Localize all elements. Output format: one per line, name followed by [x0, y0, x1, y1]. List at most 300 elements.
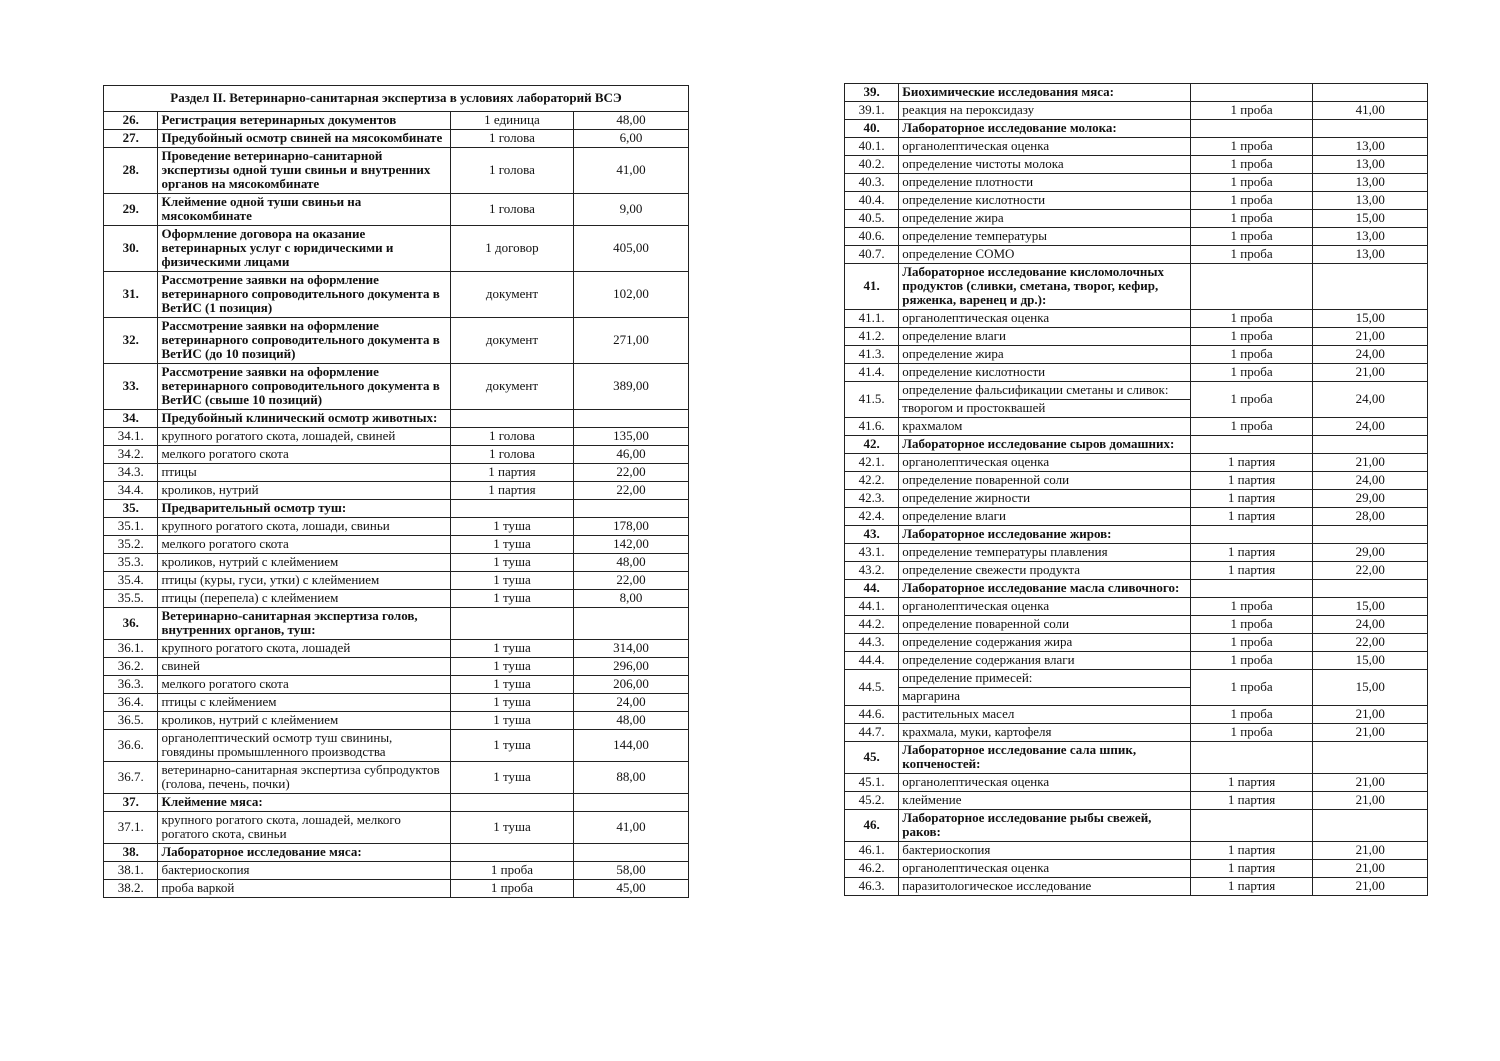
- service-name: паразитологическое исследование: [899, 878, 1191, 896]
- item-row: [845, 860, 1428, 878]
- unit-of-measure: документ: [450, 318, 573, 364]
- row-number: 31.: [104, 272, 158, 318]
- row-number: 36.6.: [104, 730, 158, 762]
- unit-of-measure: 1 партия: [1190, 508, 1313, 526]
- service-name: крахмалом: [899, 418, 1191, 436]
- row-number: 36.: [104, 608, 158, 640]
- service-name: Лабораторное исследование сала шпик, копченостей:: [899, 742, 1191, 774]
- unit-of-measure: 1 туша: [450, 730, 573, 762]
- price-value: 405,00: [573, 226, 688, 272]
- item-row: [845, 454, 1428, 472]
- service-name: органолептический осмотр туш свинины, говядины промышленного производства: [158, 730, 450, 762]
- price-value: 22,00: [1313, 634, 1428, 652]
- item-row: [845, 246, 1428, 264]
- item-row: [845, 724, 1428, 742]
- unit-of-measure: 1 проба: [1190, 598, 1313, 616]
- item-row: [104, 730, 689, 762]
- price-value: 22,00: [573, 572, 688, 590]
- price-value: [1313, 84, 1428, 102]
- row-number: 35.1.: [104, 518, 158, 536]
- item-row: [845, 228, 1428, 246]
- section-row: [845, 810, 1428, 842]
- item-row: [845, 210, 1428, 228]
- price-value: [573, 500, 688, 518]
- item-row: [845, 418, 1428, 436]
- unit-of-measure: 1 партия: [1190, 878, 1313, 896]
- service-name: крупного рогатого скота, лошадей, мелкого рогатого скота, свиньи: [158, 812, 450, 844]
- service-name: клеймение: [899, 792, 1191, 810]
- unit-of-measure: 1 проба: [1190, 156, 1313, 174]
- price-value: 271,00: [573, 318, 688, 364]
- unit-of-measure: 1 партия: [1190, 472, 1313, 490]
- service-name: органолептическая оценка: [899, 454, 1191, 472]
- item-row: [845, 472, 1428, 490]
- row-number: 34.: [104, 410, 158, 428]
- item-row: [104, 464, 689, 482]
- price-value: 41,00: [573, 812, 688, 844]
- unit-of-measure: [450, 844, 573, 862]
- price-value: 15,00: [1313, 670, 1428, 706]
- item-row: [845, 598, 1428, 616]
- unit-of-measure: [1190, 742, 1313, 774]
- row-number: 34.3.: [104, 464, 158, 482]
- section-row: [104, 318, 689, 364]
- price-value: 102,00: [573, 272, 688, 318]
- row-number: 40.5.: [845, 210, 899, 228]
- row-number: 45.: [845, 742, 899, 774]
- price-value: 22,00: [573, 464, 688, 482]
- service-name: бактериоскопия: [899, 842, 1191, 860]
- service-name: бактериоскопия: [158, 862, 450, 880]
- unit-of-measure: 1 туша: [450, 676, 573, 694]
- service-name: кроликов, нутрий с клеймением: [158, 712, 450, 730]
- item-row: [845, 634, 1428, 652]
- item-row: [104, 536, 689, 554]
- price-value: 296,00: [573, 658, 688, 676]
- row-number: 46.2.: [845, 860, 899, 878]
- price-value: 24,00: [1313, 418, 1428, 436]
- service-name: определение влаги: [899, 328, 1191, 346]
- unit-of-measure: 1 проба: [1190, 616, 1313, 634]
- service-name: птицы: [158, 464, 450, 482]
- service-name: Регистрация ветеринарных документов: [158, 112, 450, 130]
- price-value: 48,00: [573, 112, 688, 130]
- price-value: [573, 844, 688, 862]
- row-number: 42.2.: [845, 472, 899, 490]
- service-name: Оформление договора на оказание ветеринарных услуг с юридическими и физическими лицами: [158, 226, 450, 272]
- row-number: 35.5.: [104, 590, 158, 608]
- service-name: определение СОМО: [899, 246, 1191, 264]
- price-value: 21,00: [1313, 878, 1428, 896]
- price-value: 21,00: [1313, 724, 1428, 742]
- row-number: 38.: [104, 844, 158, 862]
- unit-of-measure: 1 голова: [450, 130, 573, 148]
- unit-of-measure: 1 туша: [450, 694, 573, 712]
- service-name: Клеймение одной туши свиньи на мясокомбинате: [158, 194, 450, 226]
- unit-of-measure: [450, 410, 573, 428]
- service-name: определение жира: [899, 210, 1191, 228]
- row-number: 33.: [104, 364, 158, 410]
- section-row: [104, 194, 689, 226]
- unit-of-measure: 1 туша: [450, 536, 573, 554]
- unit-of-measure: 1 проба: [1190, 418, 1313, 436]
- service-name: Предварительный осмотр туш:: [158, 500, 450, 518]
- row-number: 41.: [845, 264, 899, 310]
- row-number: 35.3.: [104, 554, 158, 572]
- row-number: 44.: [845, 580, 899, 598]
- row-number: 36.5.: [104, 712, 158, 730]
- price-value: 21,00: [1313, 328, 1428, 346]
- row-number: 35.2.: [104, 536, 158, 554]
- unit-of-measure: 1 проба: [1190, 102, 1313, 120]
- section-row: [104, 272, 689, 318]
- item-row: [845, 310, 1428, 328]
- row-number: 40.1.: [845, 138, 899, 156]
- unit-of-measure: 1 проба: [1190, 670, 1313, 706]
- price-value: [573, 794, 688, 812]
- row-number: 45.2.: [845, 792, 899, 810]
- unit-of-measure: документ: [450, 364, 573, 410]
- unit-of-measure: 1 партия: [1190, 544, 1313, 562]
- section-title-row: [104, 86, 689, 112]
- section-row: [104, 112, 689, 130]
- unit-of-measure: 1 партия: [1190, 842, 1313, 860]
- service-name: свиней: [158, 658, 450, 676]
- row-number: 41.2.: [845, 328, 899, 346]
- unit-of-measure: 1 партия: [450, 482, 573, 500]
- price-value: 135,00: [573, 428, 688, 446]
- price-value: [573, 608, 688, 640]
- price-value: 13,00: [1313, 228, 1428, 246]
- service-name: определение влаги: [899, 508, 1191, 526]
- unit-of-measure: 1 проба: [1190, 210, 1313, 228]
- section-row: [845, 84, 1428, 102]
- price-value: 24,00: [1313, 382, 1428, 418]
- service-name: Лабораторное исследование мяса:: [158, 844, 450, 862]
- row-number: 40.3.: [845, 174, 899, 192]
- service-name: растительных масел: [899, 706, 1191, 724]
- unit-of-measure: 1 партия: [1190, 860, 1313, 878]
- service-name: Предубойный осмотр свиней на мясокомбинате: [158, 130, 450, 148]
- unit-of-measure: 1 проба: [1190, 706, 1313, 724]
- unit-of-measure: 1 проба: [1190, 724, 1313, 742]
- service-name: Лабораторное исследование кисломолочных продуктов (сливки, сметана, творог, кефир, ряженка, варенец и др.):: [899, 264, 1191, 310]
- service-name: определение жирности: [899, 490, 1191, 508]
- row-number: 27.: [104, 130, 158, 148]
- row-number: 41.3.: [845, 346, 899, 364]
- row-number: 43.1.: [845, 544, 899, 562]
- item-row: [845, 878, 1428, 896]
- unit-of-measure: 1 проба: [1190, 328, 1313, 346]
- row-number: 46.1.: [845, 842, 899, 860]
- service-name: мелкого рогатого скота: [158, 536, 450, 554]
- service-name: птицы (перепела) с клеймением: [158, 590, 450, 608]
- row-number: 44.1.: [845, 598, 899, 616]
- service-name: органолептическая оценка: [899, 138, 1191, 156]
- section-row: [845, 120, 1428, 138]
- price-value: 21,00: [1313, 792, 1428, 810]
- unit-of-measure: 1 партия: [1190, 490, 1313, 508]
- price-value: 8,00: [573, 590, 688, 608]
- price-value: 21,00: [1313, 774, 1428, 792]
- item-row: [845, 346, 1428, 364]
- service-name-subline: маргарина: [902, 688, 960, 703]
- unit-of-measure: 1 туша: [450, 640, 573, 658]
- service-name: определение температуры плавления: [899, 544, 1191, 562]
- row-number: 34.1.: [104, 428, 158, 446]
- row-number: 38.2.: [104, 880, 158, 898]
- service-name: Ветеринарно-санитарная экспертиза голов, внутренних органов, туш:: [158, 608, 450, 640]
- unit-of-measure: 1 проба: [1190, 382, 1313, 418]
- unit-of-measure: 1 туша: [450, 812, 573, 844]
- price-value: 15,00: [1313, 598, 1428, 616]
- service-name: Клеймение мяса:: [158, 794, 450, 812]
- price-value: [1313, 810, 1428, 842]
- item-row: [104, 640, 689, 658]
- unit-of-measure: 1 голова: [450, 194, 573, 226]
- unit-of-measure: 1 партия: [1190, 454, 1313, 472]
- row-number: 45.1.: [845, 774, 899, 792]
- service-name: определение содержания влаги: [899, 652, 1191, 670]
- service-name: определение плотности: [899, 174, 1191, 192]
- service-name: крахмала, муки, картофеля: [899, 724, 1191, 742]
- price-value: 21,00: [1313, 454, 1428, 472]
- service-name: определение кислотности: [899, 364, 1191, 382]
- unit-of-measure: 1 проба: [1190, 174, 1313, 192]
- unit-of-measure: [1190, 436, 1313, 454]
- row-number: 30.: [104, 226, 158, 272]
- unit-of-measure: 1 проба: [1190, 634, 1313, 652]
- service-name-line: определение фальсификации сметаны и сливок:: [899, 383, 1190, 400]
- price-value: 41,00: [1313, 102, 1428, 120]
- service-name: органолептическая оценка: [899, 860, 1191, 878]
- price-value: 9,00: [573, 194, 688, 226]
- unit-of-measure: 1 туша: [450, 572, 573, 590]
- unit-of-measure: 1 проба: [1190, 192, 1313, 210]
- row-number: 28.: [104, 148, 158, 194]
- service-name-line: определение примесей:: [899, 671, 1190, 688]
- unit-of-measure: 1 партия: [450, 464, 573, 482]
- price-value: 144,00: [573, 730, 688, 762]
- row-number: 26.: [104, 112, 158, 130]
- service-name: крупного рогатого скота, лошадей: [158, 640, 450, 658]
- section-row: [104, 364, 689, 410]
- row-number: 36.4.: [104, 694, 158, 712]
- item-row: [104, 880, 689, 898]
- unit-of-measure: 1 голова: [450, 148, 573, 194]
- price-value: 21,00: [1313, 706, 1428, 724]
- item-row: [845, 102, 1428, 120]
- row-number: 41.4.: [845, 364, 899, 382]
- service-name: определение поваренной соли: [899, 472, 1191, 490]
- row-number: 46.: [845, 810, 899, 842]
- price-value: [1313, 580, 1428, 598]
- section-row: [104, 844, 689, 862]
- item-row: [845, 382, 1428, 418]
- price-value: 15,00: [1313, 210, 1428, 228]
- row-number: 42.4.: [845, 508, 899, 526]
- unit-of-measure: 1 проба: [1190, 138, 1313, 156]
- section-title: Раздел II. Ветеринарно-санитарная экспертиза в условиях лабораторий ВСЭ: [104, 86, 689, 112]
- service-name: крупного рогатого скота, лошадей, свиней: [158, 428, 450, 446]
- row-number: 41.5.: [845, 382, 899, 418]
- item-row: [845, 562, 1428, 580]
- service-name: Лабораторное исследование рыбы свежей, раков:: [899, 810, 1191, 842]
- item-row: [104, 590, 689, 608]
- row-number: 41.6.: [845, 418, 899, 436]
- price-value: [1313, 120, 1428, 138]
- price-value: 24,00: [1313, 472, 1428, 490]
- price-value: 28,00: [1313, 508, 1428, 526]
- service-name: крупного рогатого скота, лошади, свиньи: [158, 518, 450, 536]
- item-row: [104, 712, 689, 730]
- service-name: проба варкой: [158, 880, 450, 898]
- item-row: [104, 554, 689, 572]
- unit-of-measure: 1 проба: [1190, 246, 1313, 264]
- section-row: [104, 608, 689, 640]
- price-value: 24,00: [573, 694, 688, 712]
- item-row: [845, 328, 1428, 346]
- item-row: [845, 544, 1428, 562]
- item-row: [845, 508, 1428, 526]
- service-name: Предубойный клинический осмотр животных:: [158, 410, 450, 428]
- unit-of-measure: 1 проба: [1190, 652, 1313, 670]
- service-name: птицы с клеймением: [158, 694, 450, 712]
- unit-of-measure: [1190, 810, 1313, 842]
- item-row: [845, 842, 1428, 860]
- row-number: 42.1.: [845, 454, 899, 472]
- price-value: 314,00: [573, 640, 688, 658]
- price-value: 21,00: [1313, 364, 1428, 382]
- unit-of-measure: 1 партия: [1190, 774, 1313, 792]
- unit-of-measure: 1 партия: [1190, 562, 1313, 580]
- price-value: [1313, 264, 1428, 310]
- item-row: [845, 706, 1428, 724]
- row-number: 44.5.: [845, 670, 899, 706]
- item-row: [104, 812, 689, 844]
- item-row: [845, 364, 1428, 382]
- row-number: 32.: [104, 318, 158, 364]
- unit-of-measure: 1 проба: [1190, 228, 1313, 246]
- price-value: 15,00: [1313, 652, 1428, 670]
- unit-of-measure: 1 единица: [450, 112, 573, 130]
- unit-of-measure: 1 голова: [450, 446, 573, 464]
- row-number: 36.1.: [104, 640, 158, 658]
- price-value: 178,00: [573, 518, 688, 536]
- service-name: определение кислотности: [899, 192, 1191, 210]
- section-row: [104, 130, 689, 148]
- section-row: [845, 264, 1428, 310]
- row-number: 40.2.: [845, 156, 899, 174]
- row-number: 29.: [104, 194, 158, 226]
- unit-of-measure: 1 туша: [450, 762, 573, 794]
- unit-of-measure: 1 туша: [450, 590, 573, 608]
- section-row: [845, 580, 1428, 598]
- price-value: [1313, 436, 1428, 454]
- price-value: 15,00: [1313, 310, 1428, 328]
- item-row: [104, 658, 689, 676]
- price-value: 21,00: [1313, 860, 1428, 878]
- item-row: [845, 670, 1428, 706]
- row-number: 40.4.: [845, 192, 899, 210]
- service-name: определение поваренной соли: [899, 616, 1191, 634]
- unit-of-measure: 1 туша: [450, 518, 573, 536]
- price-value: 24,00: [1313, 616, 1428, 634]
- price-value: 88,00: [573, 762, 688, 794]
- item-row: [104, 762, 689, 794]
- row-number: 44.4.: [845, 652, 899, 670]
- item-row: [845, 616, 1428, 634]
- service-name: определение чистоты молока: [899, 156, 1191, 174]
- service-name: Рассмотрение заявки на оформление ветеринарного сопроводительного документа в ВетИС (свыше 10 позиций): [158, 364, 450, 410]
- item-row: [845, 174, 1428, 192]
- price-value: [573, 410, 688, 428]
- price-value: 21,00: [1313, 842, 1428, 860]
- price-value: 13,00: [1313, 156, 1428, 174]
- unit-of-measure: 1 голова: [450, 428, 573, 446]
- row-number: 40.7.: [845, 246, 899, 264]
- service-name: Биохимические исследования мяса:: [899, 84, 1191, 102]
- row-number: 44.7.: [845, 724, 899, 742]
- item-row: [104, 694, 689, 712]
- price-value: [1313, 526, 1428, 544]
- section-row: [104, 410, 689, 428]
- unit-of-measure: 1 проба: [450, 880, 573, 898]
- section-row: [104, 794, 689, 812]
- section-row: [104, 500, 689, 518]
- item-row: [845, 192, 1428, 210]
- unit-of-measure: 1 проба: [1190, 310, 1313, 328]
- item-row: [845, 156, 1428, 174]
- price-value: 29,00: [1313, 544, 1428, 562]
- row-number: 36.3.: [104, 676, 158, 694]
- row-number: 37.1.: [104, 812, 158, 844]
- row-number: 35.4.: [104, 572, 158, 590]
- row-number: 42.3.: [845, 490, 899, 508]
- right-price-table: [844, 83, 1428, 896]
- unit-of-measure: 1 туша: [450, 712, 573, 730]
- service-name: определение жира: [899, 346, 1191, 364]
- unit-of-measure: 1 туша: [450, 658, 573, 676]
- service-name: ветеринарно-санитарная экспертиза субпродуктов (голова, печень, почки): [158, 762, 450, 794]
- price-value: 29,00: [1313, 490, 1428, 508]
- item-row: [845, 774, 1428, 792]
- service-name: определение содержания жира: [899, 634, 1191, 652]
- unit-of-measure: 1 проба: [1190, 364, 1313, 382]
- unit-of-measure: документ: [450, 272, 573, 318]
- price-value: 6,00: [573, 130, 688, 148]
- unit-of-measure: [450, 608, 573, 640]
- row-number: 41.1.: [845, 310, 899, 328]
- service-name: Рассмотрение заявки на оформление ветеринарного сопроводительного документа в ВетИС (до 10 позиций): [158, 318, 450, 364]
- price-value: 206,00: [573, 676, 688, 694]
- row-number: 42.: [845, 436, 899, 454]
- unit-of-measure: [1190, 526, 1313, 544]
- unit-of-measure: [1190, 120, 1313, 138]
- price-value: 41,00: [573, 148, 688, 194]
- unit-of-measure: 1 проба: [1190, 346, 1313, 364]
- price-value: 22,00: [573, 482, 688, 500]
- item-row: [104, 862, 689, 880]
- item-row: [845, 792, 1428, 810]
- price-value: [1313, 742, 1428, 774]
- row-number: 40.: [845, 120, 899, 138]
- row-number: 36.2.: [104, 658, 158, 676]
- item-row: [104, 446, 689, 464]
- service-name: органолептическая оценка: [899, 774, 1191, 792]
- service-name: Лабораторное исследование молока:: [899, 120, 1191, 138]
- price-value: 48,00: [573, 554, 688, 572]
